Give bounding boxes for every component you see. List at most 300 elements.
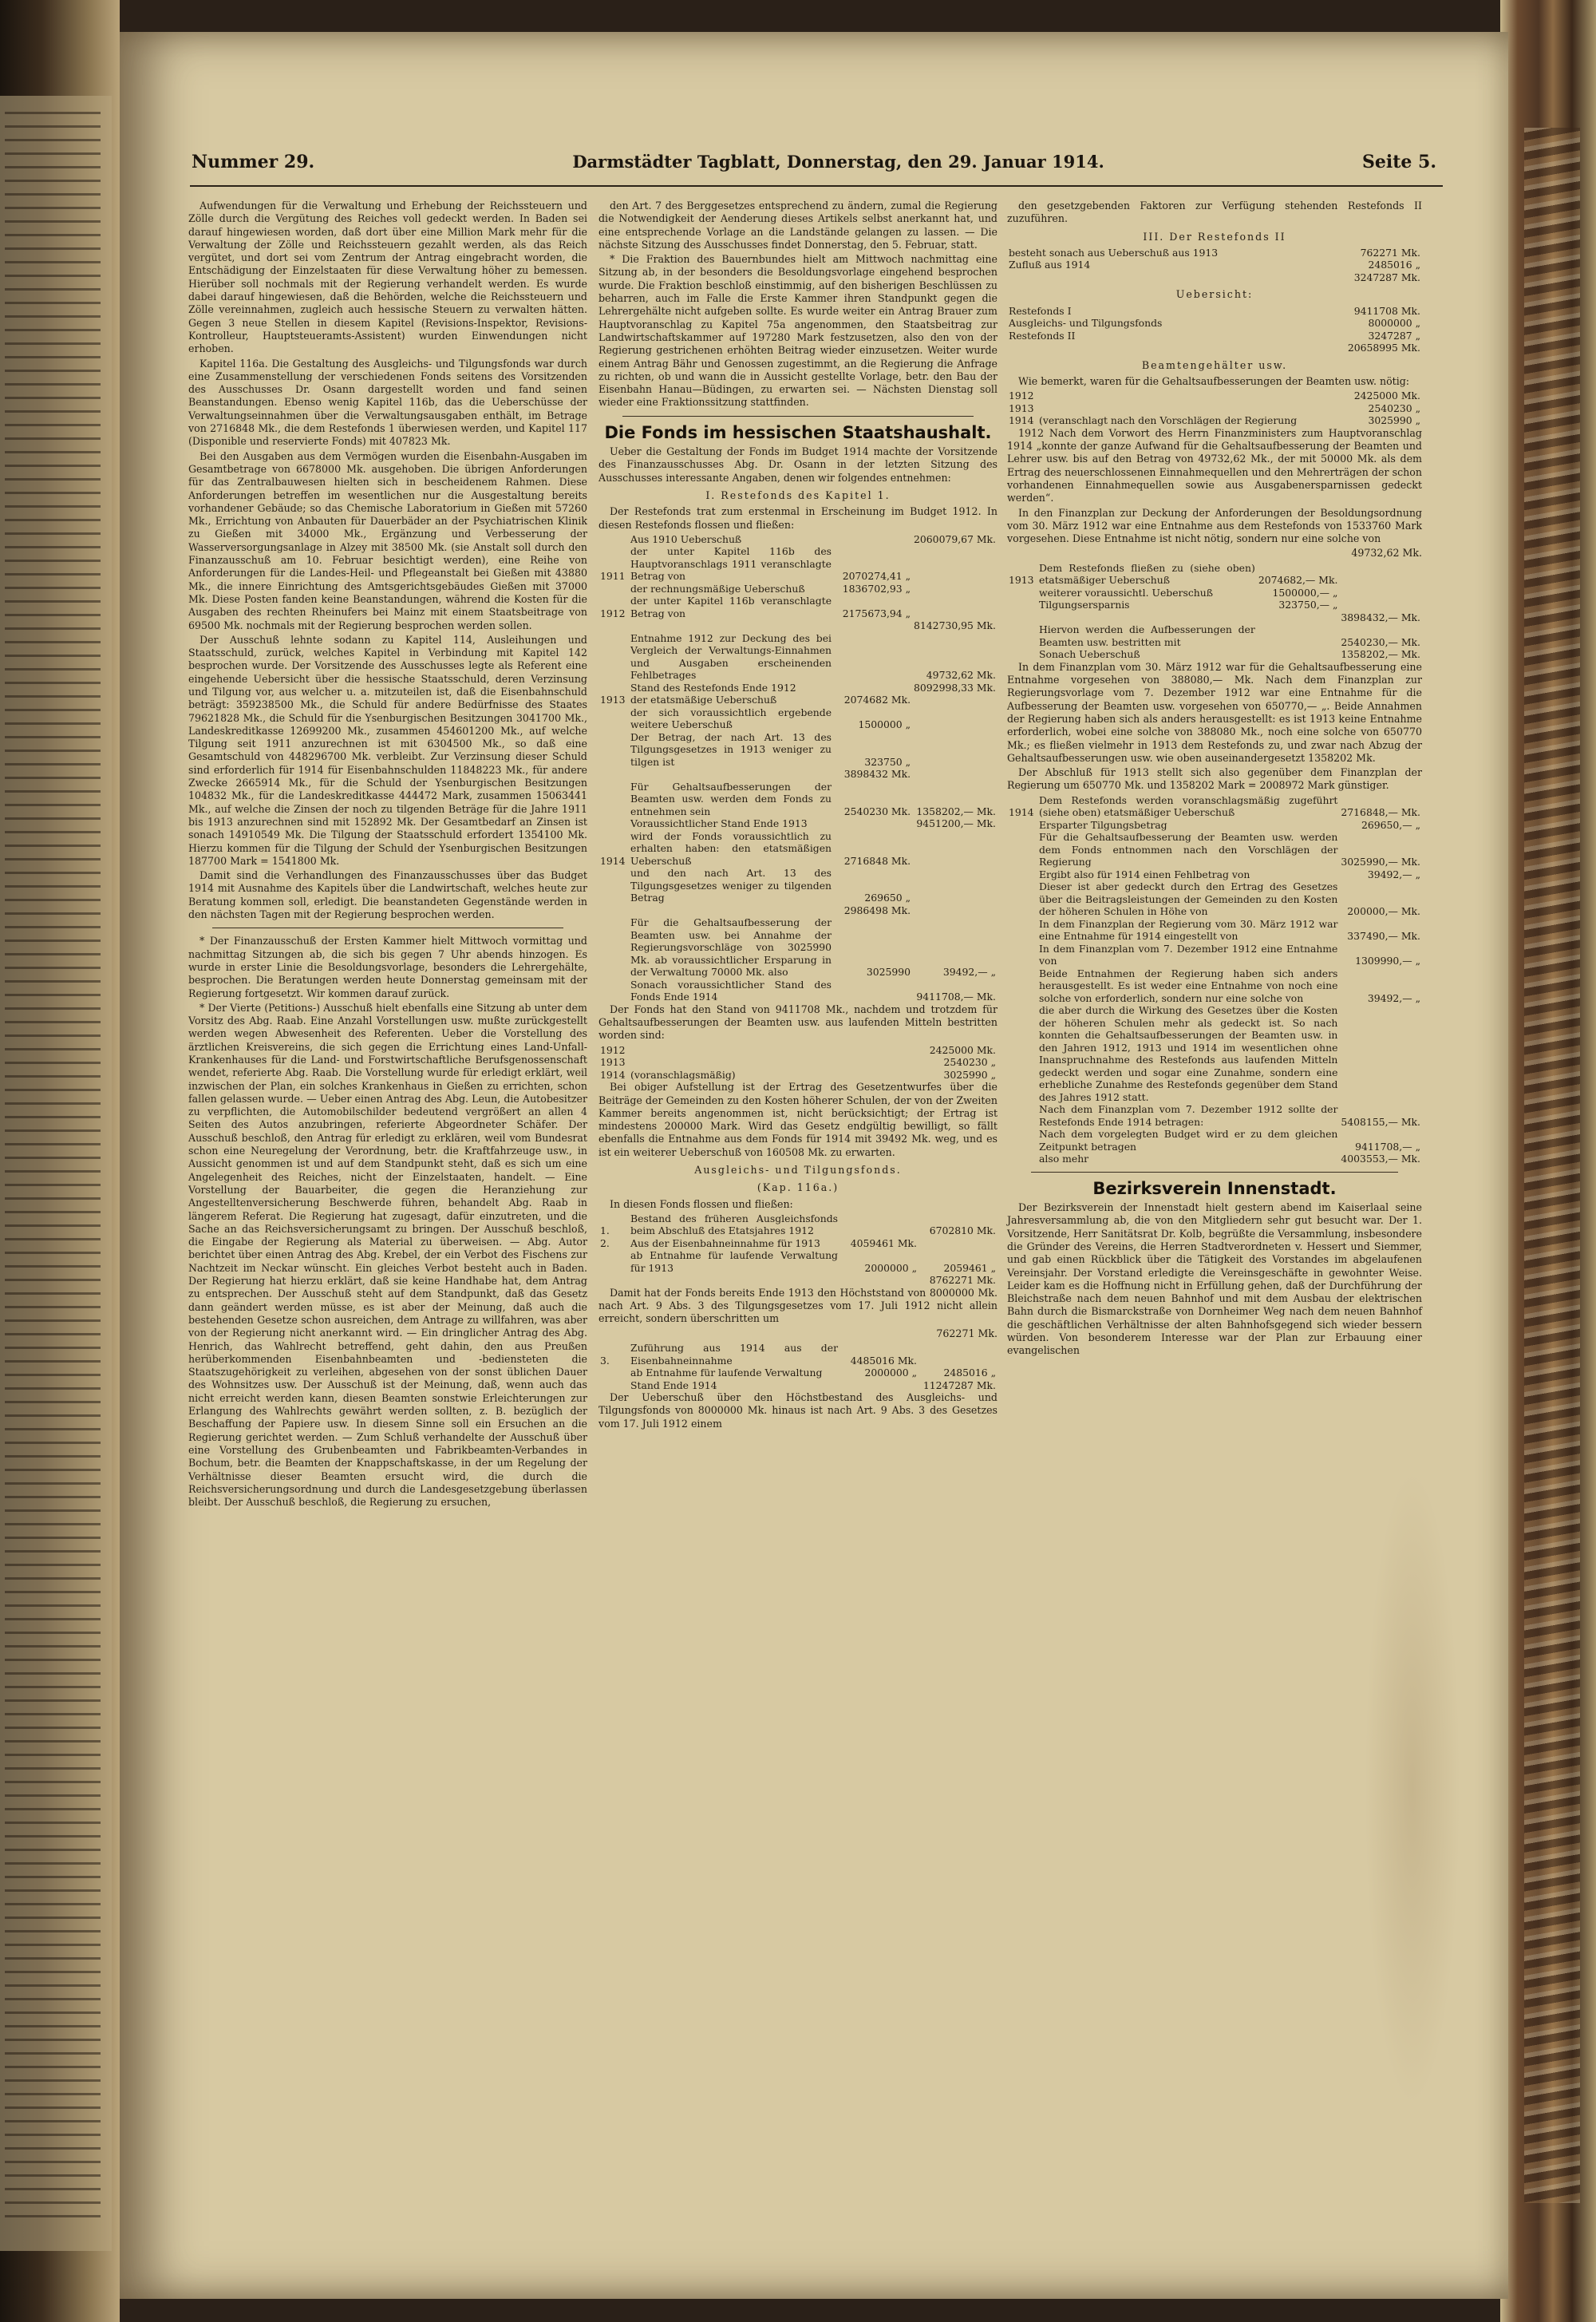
amount-cell: 9411708,— „: [1355, 1140, 1420, 1153]
amount-cell: [912, 904, 998, 917]
amount-cell: 2485016 „: [943, 1367, 996, 1379]
section-heading: I. Restefonds des Kapitel 1.: [705, 489, 891, 501]
label-cell: Aus der Eisenbahneinnahme für 1913: [630, 1236, 820, 1249]
paragraph: Bei obiger Aufstellung ist der Ertrag des Gesetzentwurfes über die Beiträge der Gemeinden zu den Kosten höherer Schulen, der von der Zweiten Kammer bereits angenommen ist, nicht berücksichtigt; der Ertrag ist mindestens 200000 Mark. Wird das Gesetz endgültig bewilligt, so fällt ebenfalls die Entnahme aus dem Fonds für 1914 mit 39492 Mk. weg, und es ist ein weiterer Ueberschuß von 160508 Mk. zu erwarten.: [598, 1081, 998, 1158]
label-cell: der unter Kapitel 116b veranschlagte Betrag von: [630, 595, 832, 619]
figures-table: [1007, 305, 1422, 354]
table-row: [1007, 271, 1422, 284]
year-cell: [1007, 967, 1037, 1005]
label-cell: Bestand des früheren Ausgleichsfonds beim Abschluß des Etatsjahres 1912: [630, 1212, 838, 1237]
label-cell: also mehr: [1039, 1153, 1089, 1165]
year-cell: [598, 1379, 629, 1392]
figures-table: [1007, 562, 1422, 661]
amount-cell: 11247287 Mk.: [922, 1379, 996, 1391]
label-cell: [629, 1044, 918, 1057]
paragraph: Damit sind die Verhandlungen des Finanzausschusses über das Budget 1914 mit Ausnahme des Kapitels über die Landwirtschaft, welches heute zur Beratung kommen soll, erledigt. Die beanstandeten Gegenstände werden in den nächsten Tagen mit der Regierung besprochen werden.: [188, 869, 587, 921]
previous-page-text-lines: [5, 112, 101, 2227]
year-cell: [1007, 648, 1037, 661]
year-cell: [598, 916, 629, 979]
table-row: [1007, 247, 1422, 259]
amount-cell: 2986498 Mk.: [843, 904, 911, 916]
amount-cell: 2540230,— Mk.: [1341, 635, 1420, 648]
amount-cell: 9411708,— Mk.: [916, 991, 996, 1003]
table-row: [1007, 599, 1422, 611]
label-cell: (veranschlagt nach den Vorschlägen der Regierung: [1039, 414, 1298, 427]
label-cell: Zuführung aus 1914 aus der Eisenbahneinnahme: [630, 1342, 838, 1367]
table-row: [1007, 868, 1422, 881]
amount-cell: [833, 533, 912, 546]
year-cell: 1912: [600, 607, 626, 619]
label-cell: In dem Finanzplan vom 7. Dezember 1912 eine Entnahme von: [1039, 942, 1338, 967]
amount-cell: 2000000 „: [864, 1367, 917, 1379]
label-cell: Voraussichtlicher Stand Ende 1913: [630, 817, 808, 830]
figures-table: [598, 533, 998, 1003]
table-row: [598, 1274, 998, 1287]
amount-cell: 2540230 „: [1368, 402, 1420, 414]
amount-cell: 2070274,41 „: [842, 570, 911, 583]
year-cell: [1007, 1004, 1037, 1103]
table-row: [598, 817, 998, 830]
amount-cell: [912, 867, 998, 904]
table-row: [1007, 317, 1422, 330]
column-3: [1007, 200, 1422, 1359]
figures-table: [1007, 794, 1422, 1165]
table-row: [1007, 1103, 1422, 1128]
table-row: [598, 979, 998, 1003]
label-cell: Tilgungsersparnis: [1039, 599, 1130, 611]
amount-cell: 1500000,— „: [1272, 586, 1338, 599]
label-cell: [629, 1274, 839, 1287]
table-row: [598, 583, 998, 595]
label-cell: Für Gehaltsaufbesserungen der Beamten usw. werden dem Fonds zu entnehmen sein: [630, 780, 832, 817]
label-cell: Sonach Ueberschuß: [1039, 648, 1140, 661]
year-cell: [1007, 868, 1037, 881]
amount-cell: 2716848,— Mk.: [1341, 806, 1420, 819]
amount-cell: 8142730,95 Mk.: [914, 619, 996, 632]
amount-cell: 1500000 „: [858, 718, 911, 731]
label-cell: Sonach voraussichtlicher Stand des Fonds Ende 1914: [630, 978, 832, 1003]
label-cell: besteht sonach aus Ueberschuß aus 1913: [1009, 246, 1219, 259]
table-row: [1007, 390, 1422, 402]
table-row: [1007, 819, 1422, 832]
amount-cell: [1257, 623, 1340, 648]
year-cell: 1.: [600, 1224, 610, 1237]
amount-cell: [1339, 562, 1422, 587]
table-row: [598, 1367, 998, 1379]
amount-cell: 1309990,— „: [1355, 955, 1420, 967]
amount-cell: 337490,— Mk.: [1347, 930, 1420, 943]
table-row: [598, 632, 998, 682]
label-cell: [1007, 271, 1343, 284]
figures-table: [598, 1044, 998, 1082]
amount-cell: [839, 1379, 918, 1392]
table-row: [598, 1069, 998, 1082]
amount-cell: [912, 694, 998, 706]
figure-value: 762271 Mk.: [936, 1327, 998, 1339]
section-heading: III. Der Restefonds II: [1143, 230, 1286, 243]
amount-cell: 2716848 Mk.: [843, 854, 911, 867]
label-cell: Für die Gehaltsaufbesserung der Beamten usw. werden dem Fonds entnommen nach den Vorschlägen der Regierung: [1039, 831, 1338, 868]
label-cell: [1037, 390, 1343, 402]
amount-cell: 2060079,67 Mk.: [914, 532, 996, 545]
table-row: [1007, 880, 1422, 918]
amount-cell: 3247287 „: [1368, 329, 1420, 342]
year-cell: 3.: [600, 1354, 610, 1367]
page-number: Seite 5.: [1361, 152, 1436, 172]
amount-cell: [912, 595, 998, 619]
amount-cell: 9451200,— Mk.: [916, 817, 996, 830]
amount-cell: [912, 583, 998, 595]
paragraph: Ueber die Gestaltung der Fonds im Budget 1914 machte der Vorsitzende des Finanzausschusses Abg. Dr. Osann in der letzten Sitzung des Ausschusses interessante Angaben, denen wir folgendes entnehmen:: [598, 445, 998, 484]
label-cell: Dieser ist aber gedeckt durch den Ertrag des Gesetzes über die Beitragsleistungen der Gemeinden zu den Kosten der höheren Schulen in Höhe von: [1039, 880, 1338, 918]
label-cell: [1007, 342, 1343, 354]
year-cell: 1914: [600, 854, 626, 867]
amount-cell: [839, 1274, 918, 1287]
section-heading: Ausgleichs- und Tilgungsfonds.: [694, 1164, 902, 1176]
paragraph: * Der Finanzausschuß der Ersten Kammer hielt Mittwoch vormittag und nachmittag Sitzungen ab, die sich bis gegen 7 Uhr abends hinzogen. Es wurde in erster Linie die Besoldungsvorlage, besonders die Lehrergehälte, besprochen. Die Beratungen werden heute Donnerstag gemeinsam mit der Regierung fortgesetzt. Wir kommen darauf zurück.: [188, 935, 587, 999]
table-row: [598, 731, 998, 769]
figures-table: [1007, 247, 1422, 284]
year-cell: [598, 533, 629, 546]
amount-cell: 323750,— „: [1278, 599, 1338, 611]
label-cell: [629, 768, 833, 781]
section-heading: Uebersicht:: [1175, 288, 1254, 301]
year-cell: [598, 583, 629, 595]
table-row: [1007, 967, 1422, 1005]
paragraph: * Der Vierte (Petitions-) Ausschuß hielt ebenfalls eine Sitzung ab unter dem Vorsitz des Abg. Raab. Eine Anzahl Vorstellungen usw. mußte zurückgestellt werden wegen Abwesenheit des Referenten. Ueber die Vorstellung des ärztlichen Kreisvereins, die sich gegen die Errichtung eines Land-Unfall-Krankenhauses für die Land- und Forstwirtschaftliche Berufsgenossenschaft wendet, referierte Abg. Raab. Die Vorstellung wurde für erledigt erklärt, weil inzwischen der Plan, ein solches Krankenhaus in Gießen zu errichten, schon fallen gelassen wurde. — Ueber einen Antrag des Abg. Leun, die Autobesitzer zu verpflichten, die Automobilschilder bedeutend vergrößert an allen 4 Seiten des Autos anzubringen, referierte Abgeordneter Schäfer. Der Ausschuß beschloß, den Antrag für erledigt zu erklären, weil vom Bundesrat schon eine Neuregelung der Verordnung, betr. die Kraftfahrzeuge usw., in Aussicht genommen ist und auf dem Standpunkt steht, daß es sich um eine Angelegenheit des Reiches, nicht der Einzelstaaten, handelt. — Eine Vorstellung der Bauarbeiter, die gegen die Heranziehung zur Angestelltenversicherung Beschwerde führen, behandelt Abg. Raab in längerem Referat. Die Regierung hat zugesagt, dafür einzutreten, und die Sache an das Reichsversicherungsamt zu bringen. Der Ausschuß beschloß, die Eingabe der Regierung als Material zu überweisen. — Abg. Autor berichtet über einen Antrag des Abg. Krebel, der ein Verbot des Fischens zur Nachtzeit im Neckar wünscht. Ein gleiches Verbot besteht auch in Baden. Der Regierung hat hierzu erklärt, daß sie keine Handhabe hat, dem Antrag zu entsprechen. Der Ausschuß steht auf dem Standpunkt, daß das Gesetz dann geändert werden müsse, es ist aber der Meinung, daß auch die bestehenden Gesetze schon ausreichen, dem Antrage zu willfahren, was aber von der Regierung nicht anerkannt wird. — Ein dringlicher Antrag des Abg. Henrich, das Wahlrecht betreffend, geht dahin, den aus Preußen herüberkommenden Eisenbahnbeamten und -bediensteten die Staatszugehörigkeit zu verleihen, abgesehen von der sonst üblichen Dauer des Wohnsitzes usw. Der Ausschuß ist der Meinung, daß, wenn auch das nicht erreicht werden kann, diesen Beamten sonstwie Erleichterungen zur Erlangung des Wahlrechts gewährt werden sollten, z. B. bezüglich der Beschaffung der Papiere usw. In diesem Sinne soll ein Ersuchen an die Regierung gerichtet werden. — Zum Schluß verhandelte der Ausschuß über eine Vorstellung des Grubenbeamten und Fabrikbeamten-Verbandes in Bochum, betr. die Beamten der Knappschaftskasse, in der um Regelung der Verhältnisse dieser Beamten ersucht wird, die durch die Reichsversicherungsordnung und durch die Landesgesetzgebung überlassen bleibt. Der Ausschuß beschloß, die Regierung zu ersuchen,: [188, 1001, 587, 1509]
paragraph: In dem Finanzplan vom 30. März 1912 war für die Gehaltsaufbesserung eine Entnahme vorgesehen von 388080,— Mk. Nach dem Finanzplan zur Regierungsvorlage vom 7. Dezember 1912 war eine Entnahme für die Aufbesserung der Beamten usw. vorgesehen von 650770,— „. Beide Annahmen der Regierung haben sich als anders herausgestellt: es ist 1913 keine Entnahme erforderlich, wobei eine solche von 388080 Mk., noch eine solche von 650770 Mk.; es fließen vielmehr in 1913 dem Restefonds zu, und zwar nach Abzug der Gehaltsaufbesserungen usw. wie oben auseinandergesetzt 1358202 Mk.: [1007, 660, 1422, 764]
amount-cell: [833, 979, 912, 1003]
section-subheading: (Kap. 116a.): [757, 1181, 839, 1194]
table-row: [598, 768, 998, 781]
year-cell: [598, 619, 629, 632]
label-cell: Der Betrag, der nach Art. 13 des Tilgungsgesetzes in 1913 weniger zu tilgen ist: [630, 730, 832, 768]
table-row: [1007, 587, 1422, 599]
table-row: [598, 1249, 998, 1274]
article-heading: Bezirksverein Innenstadt.: [1092, 1178, 1337, 1198]
year-cell: [1007, 623, 1037, 648]
label-cell: In dem Finanzplan der Regierung vom 30. März 1912 war eine Entnahme für 1914 eingestellt von: [1039, 917, 1338, 943]
label-cell: Stand des Restefonds Ende 1912: [630, 681, 796, 694]
label-cell: weiterer voraussichtl. Ueberschuß: [1039, 586, 1213, 599]
table-row: [1007, 414, 1422, 427]
amount-cell: [912, 830, 998, 868]
table-row: [598, 867, 998, 904]
paragraph: 1912 Nach dem Vorwort des Herrn Finanzministers zum Hauptvoranschlag 1914 „konnte der ganze Aufwand für die Gehaltsaufbesserung der Beamten und Lehrer usw. bis auf den Betrag von 49732,62 Mk., der mit 50000 Mk. als dem Ertrag des neuerschlossenen Einnahmequellen und den Mehrerträgen der schon vorhandenen Einnahmequellen sowie aus Ausgabenersparnissen gedeckt werden“.: [1007, 426, 1422, 504]
amount-cell: [1339, 1004, 1422, 1103]
label-cell: der rechnungsmäßige Ueberschuß: [630, 582, 805, 595]
column-2: [598, 200, 998, 1432]
table-row: [598, 1044, 998, 1057]
amount-cell: [918, 1342, 998, 1367]
year-cell: 2.: [600, 1236, 610, 1249]
amount-cell: [918, 1237, 998, 1250]
amount-cell: 2540230 „: [943, 1056, 996, 1069]
amount-cell: 269650,— „: [1361, 818, 1420, 831]
table-row: [598, 706, 998, 731]
table-row: [598, 533, 998, 546]
table-row: [598, 904, 998, 917]
amount-cell: 2000000 „: [864, 1261, 917, 1274]
label-cell: [629, 1056, 918, 1069]
label-cell: der unter Kapitel 116b des Hauptvoranschlags 1911 veranschlagte Betrag von: [630, 545, 832, 583]
year-cell: [598, 1249, 629, 1274]
year-cell: 1911: [600, 570, 626, 583]
table-row: [1007, 943, 1422, 967]
label-cell: [629, 904, 833, 917]
table-row: [598, 595, 998, 619]
table-row: [598, 619, 998, 632]
amount-cell: 323750 „: [864, 755, 911, 768]
year-cell: [1007, 1103, 1037, 1128]
amount-cell: [912, 731, 998, 769]
article-heading: Die Fonds im hessischen Staatshaushalt.: [604, 422, 992, 442]
year-cell: [598, 867, 629, 904]
amount-cell: 2425000 Mk.: [929, 1043, 996, 1056]
issue-number: Nummer 29.: [192, 152, 315, 172]
paragraph: Der Ueberschuß über den Höchstbestand des Ausgleichs- und Tilgungsfonds von 8000000 Mk. hinaus ist nach Art. 9 Abs. 3 des Gesetzes vom 17. Juli 1912 einem: [598, 1391, 998, 1430]
label-cell: (voranschlagsmäßig): [630, 1068, 736, 1081]
paragraph: Wie bemerkt, waren für die Gehaltsaufbesserungen der Beamten usw. nötig:: [1018, 374, 1410, 387]
table-row: [598, 781, 998, 818]
amount-cell: 4003553,— Mk.: [1341, 1153, 1420, 1165]
amount-cell: [833, 632, 912, 682]
divider: [1031, 1172, 1398, 1173]
amount-cell: [1257, 648, 1340, 661]
label-cell: Entnahme 1912 zur Deckung des bei Vergleich der Verwaltungs-Einnahmen und Ausgaben erscheinenden Fehlbetrages: [630, 631, 832, 682]
label-cell: Nach dem Finanzplan vom 7. Dezember 1912 sollte der Restefonds Ende 1914 betragen:: [1039, 1103, 1338, 1128]
book-spine: [0, 0, 120, 2322]
year-cell: 1912: [600, 1043, 626, 1056]
year-cell: 1912: [1009, 390, 1034, 402]
amount-cell: 3025990 „: [943, 1068, 996, 1081]
table-row: [1007, 259, 1422, 271]
amount-cell: 2074682,— Mk.: [1258, 574, 1338, 587]
year-cell: [598, 1274, 629, 1287]
year-cell: [1007, 819, 1037, 832]
year-cell: 1913: [600, 694, 626, 706]
book-edge: [1500, 0, 1596, 2322]
amount-cell: 3898432,— Mk.: [1341, 611, 1420, 623]
label-cell: Hiervon werden die Aufbesserungen der Beamten usw. bestritten mit: [1039, 623, 1255, 648]
table-row: [1007, 1153, 1422, 1165]
label-cell: Restefonds II: [1009, 329, 1076, 342]
marbled-edge: [1524, 128, 1580, 2203]
amount-cell: 3025990,— Mk.: [1341, 856, 1420, 868]
paragraph: den Art. 7 des Berggesetzes entsprechend zu ändern, zumal die Regierung die Notwendigkeit der Aenderung dieses Artikels selbst anerkannt hat, und eine entsprechende Vorlage an die Landstände gelangen zu lassen. — Die nächste Sitzung des Ausschusses findet Donnerstag, den 5. Februar, statt.: [598, 200, 998, 251]
label-cell: [629, 619, 833, 632]
label-cell: Aus 1910 Ueberschuß: [630, 532, 742, 545]
paragraph: Damit hat der Fonds bereits Ende 1913 den Höchststand von 8000000 Mk. nach Art. 9 Abs. 3 des Tilgungsgesetzes vom 17. Juli 1912 nicht allein erreicht, sondern überschritten um: [598, 1286, 998, 1325]
table-row: [598, 694, 998, 706]
year-cell: 1913: [1009, 402, 1034, 414]
year-cell: [598, 817, 629, 830]
amount-cell: 4485016 Mk.: [850, 1354, 917, 1367]
table-row: [598, 1212, 998, 1237]
amount-cell: 2485016 „: [1368, 259, 1420, 271]
amount-cell: 39492,— „: [942, 966, 996, 979]
amount-cell: [833, 619, 912, 632]
table-row: [598, 1342, 998, 1367]
label-cell: Nach dem vorgelegten Budget wird er zu dem gleichen Zeitpunkt betragen: [1039, 1128, 1338, 1153]
table-row: [1007, 623, 1422, 648]
amount-cell: 49732,62 Mk.: [926, 669, 996, 682]
table-row: [598, 1056, 998, 1069]
paragraph: Der Fonds hat den Stand von 9411708 Mk., nachdem und trotzdem für Gehaltsaufbesserungen der Beamten usw. aus laufenden Mitteln bestritten worden sind:: [598, 1003, 998, 1042]
label-cell: und den nach Art. 13 des Tilgungsgesetzes weniger zu tilgenden Betrag: [630, 867, 832, 904]
year-cell: [598, 768, 629, 781]
amount-cell: 1358202,— Mk.: [916, 805, 996, 817]
year-cell: [1007, 611, 1037, 624]
paragraph: Der Bezirksverein der Innenstadt hielt gestern abend im Kaiserlaal seine Jahresversammlung ab, die von den Mitgliedern sehr gut besucht war. Der 1. Vorsitzende, Herr Sanitätsrat Dr. Kolb, begrüßte die Versammlung, insbesondere die Gründer des Vereins, die Herren Stadtverordneten v. Hessert und Siemmer, und gab einen Rückblick über die Tätigkeit des Vorstandes im abgelaufenen Vereinsjahr. Der Vorstand erledigte die Vereinsgeschäfte in gewohnter Weise. Leider kam es die Hoffnung nicht in Erfüllung gehen, daß der Durchführung der Bleichstraße nach dem neuen Bahnhof und mit dem Ausbau der elektrischen Bahn durch die Bismarckstraße von Dornheimer Weg nach dem neuen Bahnhof die geschäftlichen Verhältnisse der alten Bahnhofsgegend sich wieder bessern würden. Von besonderem Interesse war der Plan zur Erbauung einer evangelischen: [1007, 1201, 1422, 1357]
amount-cell: [912, 706, 998, 731]
amount-cell: 2059461 „: [943, 1261, 996, 1274]
year-cell: [598, 781, 629, 818]
label-cell: Ersparter Tilgungsbetrag: [1039, 818, 1167, 831]
paragraph: Der Ausschuß lehnte sodann zu Kapitel 114, Ausleihungen und Staatsschuld, zurück, welches Kapitel in Verbindung mit Kapitel 142 besprochen wurde. Der Vorsitzende des Ausschusses legte als Referent eine eingehende Uebersicht über die hessische Staatsschuld, deren Verzinsung und Tilgung vor, aus welcher u. a. mitzuteilen ist, daß die Eisenbahnschuld beträgt: 359238500 Mk., die Schuld für andere Bedürfnisse des Staates 79621828 Mk., die Schuld für die Ysenburgischen Besitzungen 3041700 Mk., Landeskreditkasse 12699200 Mk., zusammen 454601200 Mk., auf welche Tilgung seit 1911 anzurechnen ist mit 6304500 Mk., so daß eine Gesamtschuld von 448296700 Mk. verbleibt. Zur Verzinsung dieser Schuld sind erforderlich für 1914 für Eisenbahnschulden 11848223 Mk., für andere Zwecke 2665914 Mk., für die Schuld der Ysenburgischen Besitzungen 104832 Mk., für die Landeskreditkasse 444472 Mark, zusammen 15063441 Mk., auf welche die Zinsen der noch zu tilgenden Beträge für die Jahre 1911 bis 1913 anzurechnen sind mit 152892 Mk. Der Gesamtbedarf an Zinsen ist sonach 14910549 Mk. Die Tilgung der Staatsschuld erfordert 1354100 Mk. Hierzu kommen für die Tilgung der Schuld der Ysenburgischen Besitzungen 187700 Mark = 1541800 Mk.: [188, 633, 587, 867]
table-row: [598, 682, 998, 694]
year-cell: 1914: [600, 1068, 626, 1081]
year-cell: [1007, 599, 1037, 611]
amount-cell: 3247287 Mk.: [1353, 271, 1420, 283]
amount-cell: 39492,— „: [1367, 868, 1420, 880]
label-cell: [1037, 402, 1343, 415]
amount-cell: 6702810 Mk.: [929, 1224, 996, 1237]
table-row: [598, 916, 998, 979]
label-cell: die aber durch die Wirkung des Gesetzes über die Kosten der höheren Schulen mehr als gedeckt ist. So nach konnten die Gehaltsaufbesserungen der Beamten usw. in den Jahren 1912, 1913 und 1914 im wesentlichen ohne Inanspruchnahme des Restefonds aus laufenden Mitteln gedeckt werden und sogar eine Zunahme, sondern eine erhebliche Zunahme des Restefonds gegenüber dem Stand des Jahres 1912 statt.: [1039, 1004, 1338, 1103]
year-cell: [598, 706, 629, 731]
table-row: [598, 830, 998, 868]
year-cell: [1007, 1128, 1037, 1153]
paragraph: den gesetzgebenden Faktoren zur Verfügung stehenden Restefonds II zuzuführen.: [1007, 200, 1422, 225]
figure-value: 49732,62 Mk.: [1351, 547, 1422, 560]
year-cell: [598, 632, 629, 682]
amount-cell: [1339, 599, 1422, 611]
table-row: [1007, 1004, 1422, 1103]
table-row: [1007, 918, 1422, 943]
table-row: [1007, 648, 1422, 661]
paragraph: Kapitel 116a. Die Gestaltung des Ausgleichs- und Tilgungsfonds war durch eine Zusammenstellung der verschiedenen Fonds seitens des Vorsitzenden des Ausschusses Dr. Osann dargestellt worden und fand seinen Beanstandungen. Ebenso wenig Kapitel 116b, das die Ueberschüsse der Verwaltungseinnahmen über die Verwaltungsausgaben enthält, im Betrage von 2716848 Mk., die dem Restefonds 1 überwiesen werden, und Kapitel 117 (Disponible und reservierte Fonds) mit 407823 Mk.: [188, 357, 587, 448]
year-cell: [598, 1367, 629, 1379]
year-cell: [1007, 587, 1037, 599]
table-row: [1007, 562, 1422, 587]
table-row: [598, 545, 998, 583]
paper-stain: [1365, 1469, 1460, 2107]
amount-cell: 2425000 Mk.: [1353, 390, 1420, 402]
paragraph: In den Finanzplan zur Deckung der Anforderungen der Besoldungsordnung vom 30. März 1912 war eine Entnahme aus dem Restefonds von 1533760 Mark vorgesehen. Diese Entnahme ist nicht nötig, sondern nur eine solche von: [1007, 506, 1422, 545]
amount-cell: 8000000 „: [1368, 317, 1420, 330]
masthead-rule: [190, 185, 1443, 187]
amount-cell: 39492,— „: [1367, 991, 1420, 1004]
year-cell: 1914: [1009, 414, 1034, 427]
table-row: [1007, 342, 1422, 354]
paragraph: Aufwendungen für die Verwaltung und Erhebung der Reichssteuern und Zölle durch die Vergütung des Reiches voll gedeckt werden. In Baden sei darauf hingewiesen worden, daß dort über eine Million Mark mehr für die Verwaltung der Zölle und Reichssteuern gezahlt werden, als das Reich vergütet, und dort sei vom Zentrum der Antrag eingebracht worden, die Entschädigung der Einzelstaaten für diese Verwaltung höher zu bemessen. Hierüber soll nochmals mit der Regierung verhandelt werden. Es wurde dabei darauf hingewiesen, daß die Behörden, welche die Reichssteuern und Zölle vereinnahmen, zugleich auch hessische Steuern zu verwalten hätten. Gegen 3 neue Stellen in diesem Kapitel (Revisions-Inspektor, Revisions-Kontrolleur, Hauptsteueramts-Assistent) wurden Einwendungen nicht erhoben.: [188, 200, 587, 355]
amount-cell: 8762271 Mk.: [929, 1274, 996, 1287]
figures-table: [598, 1212, 998, 1287]
amount-cell: 2540230 Mk.: [843, 805, 911, 817]
amount-cell: 3898432 Mk.: [843, 768, 911, 781]
table-row: [1007, 611, 1422, 624]
paragraph: * Die Fraktion des Bauernbundes hielt am Mittwoch nachmittag eine Sitzung ab, in der besonders die Besoldungsvorlage eingehend besprochen wurde. Die Fraktion beschloß einstimmig, auf den bisherigen Beschlüssen zu beharren, auch im Falle die Erste Kammer ihren Standpunkt gegen die Lehrergehälte nicht aufgeben sollte. Es wurde weiter ein Antrag Brauer zum Hauptvoranschlag zu Kapitel 75a angenommen, den Staatsbeitrag zur Landwirtschaftskammer auf 197280 Mark festzusetzen, also den von der Regierung gestrichenen erhöhten Beitrag wieder einzusetzen. Weiter wurde einem Antrag Bähr und Genossen zugestimmt, an die Regierung die Anfrage zu richten, ob und wann die in Aussicht gestellte Vorlage, betr. den Bau der Eisenbahn Hanau—Büdingen, zu erwarten sei. — Nächsten Dienstag soll wieder eine Fraktionssitzung stattfinden.: [598, 253, 998, 409]
label-cell: ab Entnahme für laufende Verwaltung für 1913: [630, 1249, 838, 1274]
label-cell: der etatsmäßige Ueberschuß: [630, 694, 777, 706]
amount-cell: 9411708 Mk.: [1353, 304, 1420, 317]
year-cell: [598, 904, 629, 917]
masthead-title: Darmstädter Tagblatt, Donnerstag, den 29. Januar 1914.: [572, 152, 1104, 172]
amount-cell: 3025990 „: [1368, 414, 1420, 427]
table-row: [598, 1237, 998, 1250]
amount-cell: 20658995 Mk.: [1347, 342, 1420, 354]
amount-cell: 4059461 Mk.: [850, 1236, 917, 1249]
table-row: [1007, 1128, 1422, 1153]
amount-cell: 5408155,— Mk.: [1341, 1115, 1420, 1128]
year-cell: 1914: [1009, 806, 1034, 819]
paragraph: Der Restefonds trat zum erstenmal in Erscheinung im Budget 1912. In diesen Restefonds flossen und fließen:: [598, 505, 998, 531]
label-cell: der sich voraussichtlich ergebende weitere Ueberschuß: [630, 706, 832, 731]
year-cell: [598, 731, 629, 769]
year-cell: [1007, 943, 1037, 967]
label-cell: Dem Restefonds fließen zu (siehe oben) etatsmäßiger Ueberschuß: [1039, 561, 1255, 587]
amount-cell: [839, 1212, 918, 1237]
amount-cell: 269650 „: [864, 892, 911, 904]
amount-cell: [1339, 587, 1422, 599]
table-row: [1007, 330, 1422, 342]
label-cell: Für die Gehaltsaufbesserung der Beamten usw. bei Annahme der Regierungsvorschläge von 3025990 Mk. ab voraussichtlicher Ersparung in der Verwaltung 70000 Mk. also: [630, 916, 832, 979]
amount-cell: [833, 682, 912, 694]
divider: [622, 416, 974, 417]
paragraph: Bei den Ausgaben aus dem Vermögen wurden die Eisenbahn-Ausgaben im Gesamtbetrage von 6678000 Mk. ausgehoben. Die übrigen Anforderungen für das Zentralbauwesen hielten sich in bescheidenem Rahmen. Diese Anforderungen betreffen im wesentlichen nur die Ausgestaltung bereits vorhandener Gebäude; so das Chemische Laboratorium in Gießen mit 57260 Mk., Errichtung von Anbauten für Dauerbäder an der Psychiatrischen Klinik zu Gießen mit 34000 Mk., Ergänzung und Verbesserung der Wasserversorgungsanlage in Alzey mit 38500 Mk. (sie Anstalt soll durch den Finanzausschuß am 10. Februar besichtigt werden), eine Reihe von Anforderungen für die Landes-Heil- und Pflegeanstalt bei Gießen mit 43880 Mk., die innere Einrichtung des Amtsgerichtsgebäudes Gießen mit 37000 Mk. Diese Posten fanden keine Beanstandungen, während die Kosten für die Ausgaben des rechten Rheinufers bei Mainz mit einem Staatsbeitrage von 69500 Mk. nochmals mit der Regierung besprochen werden sollen.: [188, 449, 587, 631]
amount-cell: 1358202,— Mk.: [1341, 648, 1420, 661]
paragraph: In diesen Fonds flossen und fließen:: [610, 1197, 793, 1210]
year-cell: [1007, 1153, 1037, 1165]
label-cell: [1037, 611, 1257, 624]
figures-table: [598, 1342, 998, 1391]
paragraph: Der Abschluß für 1913 stellt sich also gegenüber dem Finanzplan der Regierung um 650770 Mk. und 1358202 Mark = 2008972 Mark günstiger.: [1007, 766, 1422, 792]
label-cell: Ausgleichs- und Tilgungsfonds: [1009, 317, 1163, 330]
label-cell: ab Entnahme für laufende Verwaltung: [630, 1367, 823, 1379]
year-cell: [598, 682, 629, 694]
table-row: [1007, 402, 1422, 415]
table-row: [1007, 831, 1422, 868]
label-cell: Stand Ende 1914: [630, 1379, 717, 1391]
label-cell: Beide Entnahmen der Regierung haben sich anders herausgestellt. Es ist weder eine Entnahme von noch eine solche von erforderlich, sondern nur eine solche von: [1039, 967, 1338, 1004]
amount-cell: [912, 768, 998, 781]
year-cell: [1007, 831, 1037, 868]
year-cell: [598, 979, 629, 1003]
amount-cell: 8092998,33 Mk.: [914, 681, 996, 694]
label-cell: Restefonds I: [1009, 304, 1072, 317]
table-row: [1007, 794, 1422, 819]
amount-cell: [833, 817, 912, 830]
amount-cell: 200000,— Mk.: [1347, 905, 1420, 918]
newspaper-page: [120, 32, 1508, 2299]
amount-cell: 3025990: [866, 966, 911, 979]
amount-cell: 2175673,94 „: [842, 607, 911, 619]
amount-cell: [912, 545, 998, 583]
table-row: [598, 1379, 998, 1392]
year-cell: [1007, 880, 1037, 918]
year-cell: 1913: [1009, 574, 1034, 587]
amount-cell: 1836702,93 „: [842, 582, 911, 595]
masthead: [192, 152, 1436, 180]
figures-table: [1007, 390, 1422, 427]
year-cell: 1913: [600, 1056, 626, 1069]
table-row: [1007, 305, 1422, 318]
year-cell: [1007, 918, 1037, 943]
amount-cell: [1257, 611, 1340, 624]
section-heading: Beamtengehälter usw.: [1141, 358, 1288, 371]
label-cell: Zufluß aus 1914: [1009, 259, 1091, 271]
